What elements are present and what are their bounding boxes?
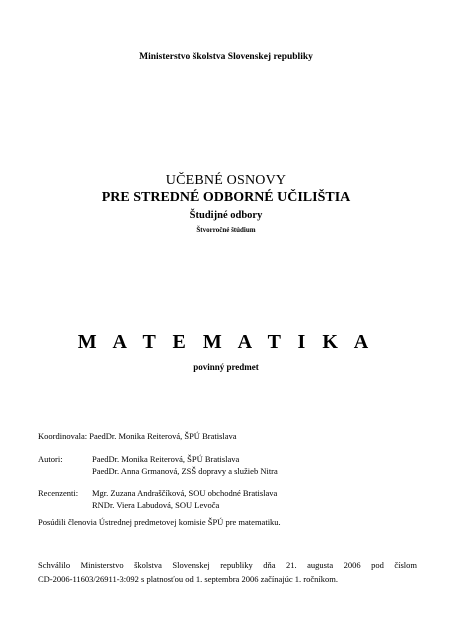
reviewer-name: RNDr. Viera Labudová, SOU Levoča: [92, 500, 220, 510]
reviewer-name: Mgr. Zuzana Andraščíková, SOU obchodné Bratislava: [92, 488, 278, 498]
subject-name: M A T E M A T I K A: [77, 331, 375, 353]
reviewers-label: Recenzenti:: [38, 488, 79, 498]
authors-label: Autori:: [38, 454, 63, 464]
approval-word: školstva: [134, 560, 162, 570]
approval-statement-line1: [38, 560, 417, 570]
subject-type: povinný predmet: [193, 362, 259, 372]
approval-word: 2006: [343, 560, 361, 570]
reviewers-row-1: [38, 487, 277, 499]
author-name: PaedDr. Monika Reiterová, ŠPÚ Bratislava: [92, 454, 240, 464]
approval-word: číslom: [394, 560, 417, 570]
approval-word: Slovenskej: [172, 560, 210, 570]
approval-word: dňa: [263, 560, 276, 570]
authors-row-2: [38, 465, 278, 477]
approval-word: pod: [371, 560, 384, 570]
authors-row-1: [38, 453, 239, 465]
coordinator-line: Koordinovala: PaedDr. Monika Reiterová, ŠPÚ Bratislava: [38, 431, 237, 441]
study-fields-label: Študijné odbory: [189, 210, 263, 221]
approval-word: augusta: [307, 560, 334, 570]
document-title-line1: UČEBNÉ OSNOVY: [165, 173, 287, 188]
approval-word: Ministerstvo: [80, 560, 124, 570]
approval-statement-line2: CD-2006-11603/26911-3:092 s platnosťou od 1. septembra 2006 začínajúc 1. ročníkom.: [38, 574, 338, 584]
author-name: PaedDr. Anna Grmanová, ZSŠ dopravy a služieb Nitra: [92, 466, 278, 476]
reviewers-row-2: [38, 499, 219, 511]
commission-note: Posúdili členovia Ústrednej predmetovej komisie ŠPÚ pre matematiku.: [38, 517, 281, 527]
document-title-line2: PRE STREDNÉ ODBORNÉ UČILIŠTIA: [101, 190, 351, 205]
approval-word: republiky: [220, 560, 253, 570]
approval-word: 21.: [286, 560, 297, 570]
study-duration-label: Štvorročné štúdium: [196, 226, 256, 234]
ministry-header: Ministerstvo školstva Slovenskej republiky: [139, 52, 313, 62]
approval-word: Schválilo: [38, 560, 71, 570]
